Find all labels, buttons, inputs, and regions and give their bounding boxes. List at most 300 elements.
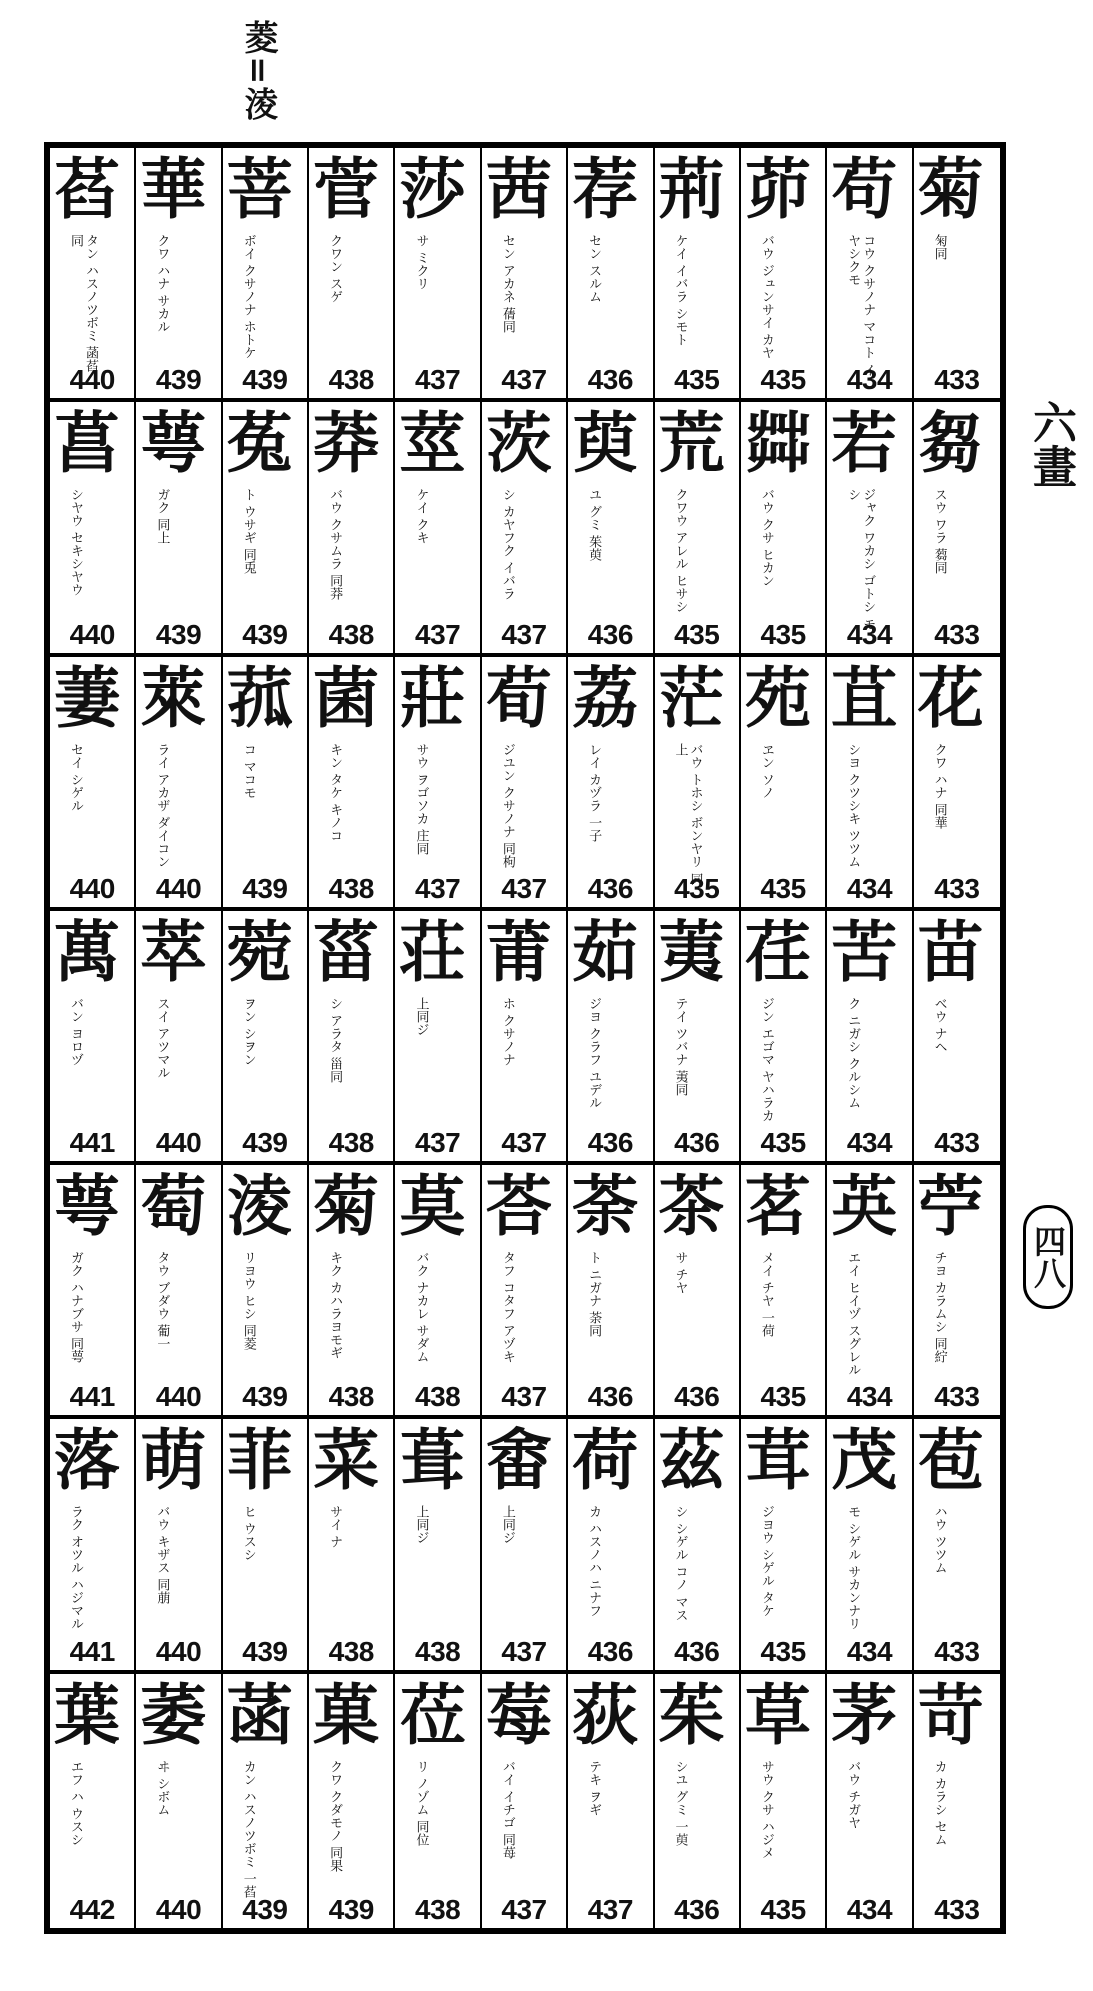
dictionary-entry [914, 1419, 1000, 1673]
entry-number: 436 [674, 1635, 720, 1667]
entry-reading: クワン スゲ [327, 234, 343, 304]
entry-character: 莆 [485, 912, 552, 991]
entry-reading: スウ ワラ 蒭同 [931, 488, 947, 575]
entry-number: 435 [760, 1894, 806, 1925]
entry-reading: モ シゲル サカンナリ [845, 1505, 861, 1631]
character-grid [50, 148, 1000, 1928]
entry-character: 萎 [140, 1675, 207, 1754]
entry-reading: ケイ クキ [413, 488, 429, 545]
entry-number: 438 [328, 1381, 374, 1413]
entry-character: 茗 [744, 1167, 811, 1246]
entry-character: 苞 [917, 1421, 984, 1500]
entry-reading: シヨ クツシキ ツツム [845, 742, 861, 868]
dictionary-entry [482, 1419, 568, 1673]
dictionary-entry [568, 657, 654, 911]
entry-reading: ジヨウ シゲル タケ [758, 1505, 774, 1618]
entry-number: 440 [155, 1381, 202, 1413]
entry-number: 437 [415, 872, 461, 904]
dictionary-entry [395, 148, 481, 402]
entry-reading: シユ グミ 一萸 [672, 1759, 688, 1846]
dictionary-entry [655, 657, 741, 911]
entry-number: 436 [674, 1381, 720, 1413]
entry-number: 439 [155, 364, 202, 396]
entry-reading: カン ハスノツボミ 一萏 [240, 1759, 256, 1898]
entry-number: 436 [587, 1127, 633, 1159]
entry-number: 439 [155, 618, 202, 650]
entry-character: 萄 [140, 1167, 207, 1246]
entry-number: 433 [934, 1381, 980, 1413]
entry-character: 若 [831, 404, 898, 483]
entry-reading: セン スルム [586, 234, 602, 304]
dictionary-entry [395, 1674, 481, 1928]
entry-number: 438 [415, 1635, 461, 1667]
dictionary-entry [136, 1419, 222, 1673]
entry-number: 433 [934, 1127, 980, 1159]
entry-reading: ク ニガシ クルシム [845, 996, 861, 1110]
entry-character: 菌 [313, 658, 380, 737]
dictionary-entry [741, 1419, 827, 1673]
entry-character: 荊 [658, 150, 725, 228]
entry-character: 菅 [313, 150, 380, 228]
dictionary-entry [655, 148, 741, 402]
entry-reading: ヲン シヲン [240, 996, 256, 1066]
entry-number: 437 [415, 1127, 461, 1159]
entry-number: 440 [155, 1635, 202, 1667]
entry-number: 438 [328, 618, 374, 650]
entry-character: 葉 [54, 1675, 120, 1754]
entry-character: 菖 [54, 404, 120, 483]
entry-character: 荒 [658, 404, 725, 483]
entry-character: 淩 [226, 1167, 293, 1246]
dictionary-entry [50, 148, 136, 402]
entry-character: 莓 [485, 1675, 552, 1754]
entry-reading: エイ ヒイヅ スグレル [845, 1251, 861, 1377]
entry-reading: タン ハスノツボミ 菡萏同 [68, 234, 98, 373]
entry-number: 436 [674, 1894, 720, 1925]
entry-character: 萌 [140, 1421, 207, 1500]
dictionary-entry [50, 657, 136, 911]
entry-number: 435 [760, 364, 806, 396]
entry-number: 437 [501, 364, 547, 396]
dictionary-entry [655, 911, 741, 1165]
entry-reading: ホ クサノナ [499, 996, 515, 1066]
entry-reading: バイ イチゴ 同苺 [499, 1759, 515, 1859]
entry-character: 菡 [226, 1675, 293, 1754]
entry-character: 莫 [399, 1167, 466, 1246]
entry-number: 437 [501, 1381, 547, 1413]
entry-reading: クワ クダモノ 同果 [327, 1759, 343, 1872]
entry-number: 435 [674, 618, 720, 650]
entry-number: 440 [155, 1894, 202, 1925]
entry-number: 435 [674, 872, 720, 904]
entry-reading: サ ミクリ [413, 234, 429, 291]
entry-character: 菩 [226, 150, 293, 228]
entry-character: 萼 [140, 404, 207, 483]
dictionary-entry [568, 1674, 654, 1928]
entry-character: 茂 [831, 1421, 898, 1500]
entry-reading: サ チヤ [672, 1251, 688, 1295]
entry-number: 438 [415, 1381, 461, 1413]
entry-reading: シ シゲル コノ マス [672, 1505, 688, 1622]
entry-number: 435 [760, 618, 806, 650]
page-number-mark: 四八 [1023, 1205, 1073, 1309]
entry-character: 荀 [485, 658, 552, 737]
entry-character: 菜 [313, 1421, 380, 1500]
entry-number: 435 [760, 1381, 806, 1413]
entry-character: 萊 [140, 658, 207, 737]
entry-character: 菲 [226, 1421, 293, 1500]
entry-number: 437 [501, 872, 547, 904]
entry-reading: レイ カヅラ 一子 [586, 742, 602, 842]
entry-number: 438 [328, 1127, 374, 1159]
entry-number: 440 [155, 872, 202, 904]
entry-reading: テキ ヲギ [586, 1759, 602, 1816]
entry-character: 苴 [831, 658, 898, 737]
entry-reading: バウ トホシ ボンヤリ 同上 [672, 742, 703, 885]
entry-number: 437 [501, 1127, 547, 1159]
entry-character: 荻 [572, 1675, 639, 1754]
dictionary-entry [827, 657, 913, 911]
entry-character: 茶 [658, 1167, 725, 1246]
entry-character: 荷 [572, 1421, 639, 1500]
dictionary-entry [655, 402, 741, 656]
dictionary-entry [568, 402, 654, 656]
entry-reading: キク カハラヨモギ [327, 1251, 343, 1360]
entry-reading: バウ ジュンサイ カヤ [758, 234, 774, 360]
dictionary-entry [827, 148, 913, 402]
entry-number: 439 [242, 1894, 288, 1925]
entry-number: 436 [587, 872, 633, 904]
entry-number: 442 [69, 1894, 115, 1925]
entry-character: 茸 [744, 1421, 811, 1500]
entry-character: 茻 [744, 404, 811, 483]
entry-reading: カ ハスノハ ニナフ [586, 1505, 602, 1618]
dictionary-entry [309, 1674, 395, 1928]
dictionary-entry [914, 148, 1000, 402]
entry-number: 439 [242, 1635, 288, 1667]
entry-reading: 上同ジ [499, 1505, 515, 1545]
entry-reading: クワ ハナ サカル [154, 234, 170, 334]
entry-reading: ト ウサギ 同兎 [240, 488, 256, 575]
entry-reading: ベウ ナヘ [931, 996, 947, 1053]
entry-reading: ジャク ワカシ ゴトシ モシ [845, 488, 876, 631]
entry-number: 434 [846, 364, 893, 396]
dictionary-entry [223, 402, 309, 656]
entry-reading: ライ アカザ ダイコン [154, 742, 170, 868]
dictionary-entry [914, 1674, 1000, 1928]
entry-reading: ジユン クサノナ 同枸 [499, 742, 515, 868]
entry-number: 434 [846, 1635, 893, 1667]
entry-character: 茫 [658, 658, 725, 737]
entry-number: 441 [69, 1635, 115, 1667]
entry-character: 華 [140, 150, 207, 228]
dictionary-entry [223, 1419, 309, 1673]
entry-reading: クワ ハナ 同華 [931, 742, 947, 829]
entry-reading: セイ シゲル [68, 742, 83, 812]
entry-character: 荔 [572, 658, 639, 737]
entry-number: 441 [69, 1381, 115, 1413]
dictionary-entry [223, 148, 309, 402]
entry-character: 草 [744, 1675, 811, 1754]
entry-reading: ユ グミ 茱萸 [586, 488, 602, 562]
dictionary-entry [136, 911, 222, 1165]
entry-reading: サウ クサ ハジメ [758, 1759, 774, 1859]
entry-number: 436 [587, 618, 633, 650]
entry-character: 菓 [313, 1675, 380, 1754]
entry-reading: メイ チヤ 一荷 [758, 1251, 774, 1338]
entry-reading: ジヨ クラフ ユデル [586, 996, 602, 1110]
entry-number: 435 [760, 1635, 806, 1667]
entry-reading: コ マコモ [240, 742, 256, 799]
entry-number: 434 [846, 1381, 893, 1413]
entry-reading: ガク 同上 [154, 488, 170, 545]
entry-reading: ジン エゴマ ヤハラカ [758, 996, 774, 1123]
entry-reading: ハウ ツツム [931, 1505, 947, 1575]
entry-character: 英 [831, 1167, 898, 1246]
dictionary-entry [395, 911, 481, 1165]
dictionary-entry [827, 1419, 913, 1673]
entry-character: 莊 [399, 658, 466, 737]
entry-character: 菀 [226, 912, 293, 991]
entry-character: 茅 [831, 1675, 898, 1754]
dictionary-entry [482, 148, 568, 402]
entry-number: 436 [674, 1127, 720, 1159]
entry-number: 438 [328, 1635, 374, 1667]
entry-character: 莖 [399, 404, 466, 483]
entry-character: 苑 [744, 658, 811, 737]
entry-number: 434 [846, 1894, 893, 1925]
dictionary-entry [50, 1674, 136, 1928]
entry-number: 440 [155, 1127, 202, 1159]
dictionary-entry [568, 148, 654, 402]
entry-reading: シヤウ セキシヤウ [68, 488, 83, 597]
entry-character: 茹 [572, 912, 639, 991]
dictionary-entry [741, 1674, 827, 1928]
entry-character: 苗 [917, 912, 984, 991]
entry-character: 荅 [485, 1167, 552, 1246]
dictionary-entry [568, 1165, 654, 1419]
entry-number: 437 [501, 1894, 547, 1925]
dictionary-entry [395, 657, 481, 911]
entry-character: 荐 [572, 150, 639, 228]
entry-reading: シ カヤフク イバラ [499, 488, 515, 601]
entry-number: 441 [69, 1127, 115, 1159]
entry-reading: 匊同 [931, 234, 947, 260]
entry-reading: バウ チガヤ [845, 1759, 861, 1829]
dictionary-entry [482, 402, 568, 656]
entry-reading: ヰ シボム [154, 1759, 170, 1816]
dictionary-entry [50, 911, 136, 1165]
dictionary-entry [309, 657, 395, 911]
entry-number: 437 [587, 1894, 633, 1925]
entry-number: 439 [242, 618, 288, 650]
entry-character: 萋 [54, 658, 120, 737]
dictionary-entry [482, 1165, 568, 1419]
dictionary-entry [827, 402, 913, 656]
entry-character: 芻 [917, 404, 984, 483]
entry-number: 437 [501, 1635, 547, 1667]
entry-reading: テイ ツバナ 荑同 [672, 996, 688, 1097]
entry-character: 茱 [658, 1675, 725, 1754]
dictionary-entry [395, 1165, 481, 1419]
entry-reading: バウ クサムラ 同莽 [327, 488, 343, 601]
entry-number: 439 [242, 1127, 288, 1159]
entry-reading: ガク ハナブサ 同萼 [68, 1251, 83, 1364]
entry-reading: タフ コタフ アヅキ [499, 1251, 515, 1364]
entry-reading: バク ナカレ サダム [413, 1251, 429, 1364]
entry-number: 439 [242, 872, 288, 904]
entry-number: 434 [846, 1127, 893, 1159]
entry-character: 花 [917, 658, 984, 737]
dictionary-entry [741, 148, 827, 402]
dictionary-entry [50, 1419, 136, 1673]
entry-number: 439 [328, 1894, 374, 1925]
entry-number: 438 [328, 872, 374, 904]
entry-character: 落 [54, 1421, 120, 1500]
entry-character: 荘 [399, 912, 466, 991]
dictionary-entry [482, 911, 568, 1165]
entry-reading: ト ニガナ 荼同 [586, 1251, 602, 1338]
entry-reading: ヒ ウスシ [240, 1505, 256, 1562]
page-heading: 菱=淩 [238, 20, 278, 123]
entry-reading: キン タケ キノコ [327, 742, 343, 842]
entry-character: 荑 [658, 912, 725, 991]
entry-reading: チヨ カラムシ 同紵 [931, 1251, 947, 1364]
entry-number: 434 [846, 872, 893, 904]
entry-number: 439 [242, 1381, 288, 1413]
character-table [44, 142, 1006, 1934]
dictionary-entry [482, 1674, 568, 1928]
dictionary-entry [309, 402, 395, 656]
entry-reading: クワウ アレル ヒサシ [672, 488, 688, 614]
entry-number: 433 [934, 1635, 980, 1667]
entry-reading: タウ ブダウ 葡一 [154, 1251, 170, 1351]
entry-reading: スイ アツマル [154, 996, 170, 1079]
entry-reading: ラク オツル ハジマル [68, 1505, 83, 1631]
entry-reading: バン ヨロヅ [68, 996, 83, 1066]
dictionary-entry [136, 657, 222, 911]
dictionary-entry [914, 911, 1000, 1165]
entry-number: 436 [587, 1635, 633, 1667]
dictionary-entry [741, 402, 827, 656]
dictionary-entry [741, 657, 827, 911]
entry-reading: バウ キザス 同萠 [154, 1505, 170, 1605]
entry-reading: セン アカネ 蒨同 [499, 234, 515, 334]
entry-number: 435 [674, 364, 720, 396]
entry-number: 440 [69, 364, 115, 396]
entry-reading: バウ クサ ヒカン [758, 488, 774, 588]
dictionary-entry [568, 1419, 654, 1673]
entry-number: 436 [587, 1381, 633, 1413]
entry-reading: ヱン ソノ [758, 742, 774, 799]
dictionary-entry [741, 911, 827, 1165]
dictionary-entry [50, 1165, 136, 1419]
entry-character: 茆 [744, 150, 811, 228]
entry-number: 437 [415, 618, 461, 650]
entry-number: 438 [328, 364, 374, 396]
entry-reading: ボイ クサノナ ホトケ [240, 234, 256, 360]
dictionary-entry [482, 657, 568, 911]
entry-character: 菑 [313, 912, 380, 991]
dictionary-entry [655, 1165, 741, 1419]
entry-character: 萸 [572, 404, 639, 483]
entry-character: 萏 [54, 150, 120, 228]
entry-number: 433 [934, 872, 980, 904]
dictionary-entry [914, 657, 1000, 911]
dictionary-entry [395, 1419, 481, 1673]
entry-reading: エフ ハ ウスシ [68, 1759, 83, 1846]
entry-number: 438 [415, 1894, 461, 1925]
dictionary-entry [136, 1165, 222, 1419]
stroke-count-label: 六畫 [1025, 400, 1076, 488]
dictionary-entry [223, 911, 309, 1165]
entry-reading: ケイ イバラ シモト [672, 234, 688, 347]
entry-number: 433 [934, 364, 980, 396]
entry-character: 苛 [917, 1675, 984, 1754]
entry-number: 434 [846, 618, 893, 650]
entry-reading: 上同ジ [413, 1505, 429, 1545]
entry-number: 433 [934, 1894, 980, 1925]
entry-character: 菰 [226, 658, 293, 737]
entry-character: 菟 [226, 404, 293, 483]
dictionary-entry [309, 1165, 395, 1419]
entry-number: 439 [242, 364, 288, 396]
entry-reading: サイ ナ [327, 1505, 343, 1549]
entry-character: 茲 [658, 1421, 725, 1500]
dictionary-entry [223, 1674, 309, 1928]
entry-character: 荼 [572, 1167, 639, 1246]
dictionary-entry [309, 911, 395, 1165]
entry-character: 莅 [399, 1675, 466, 1754]
entry-character: 菊 [313, 1167, 380, 1246]
entry-character: 茨 [485, 404, 552, 483]
entry-reading: シ アラタ 甾同 [327, 996, 343, 1084]
entry-reading: カ カラシ セム [931, 1759, 947, 1846]
dictionary-entry [827, 1165, 913, 1419]
entry-character: 萼 [54, 1167, 120, 1246]
dictionary-entry [655, 1674, 741, 1928]
dictionary-entry [827, 911, 913, 1165]
entry-character: 荏 [744, 912, 811, 991]
entry-number: 440 [69, 618, 115, 650]
entry-character: 莎 [399, 150, 466, 228]
entry-reading: コウ クサノナ マコト イヤシクモ [845, 234, 876, 377]
entry-number: 433 [934, 618, 980, 650]
entry-number: 440 [69, 872, 115, 904]
dictionary-entry [914, 402, 1000, 656]
entry-character: 畬 [485, 1421, 552, 1500]
entry-number: 437 [501, 618, 547, 650]
entry-reading: 上同ジ [413, 996, 429, 1036]
dictionary-entry [655, 1419, 741, 1673]
entry-reading: リヨウ ヒシ 同菱 [240, 1251, 256, 1351]
entry-character: 莽 [313, 404, 380, 483]
entry-character: 萃 [140, 912, 207, 991]
entry-number: 435 [760, 872, 806, 904]
dictionary-entry [395, 402, 481, 656]
dictionary-entry [827, 1674, 913, 1928]
dictionary-entry [223, 1165, 309, 1419]
entry-number: 437 [415, 364, 461, 396]
entry-character: 萬 [54, 912, 120, 991]
dictionary-entry [568, 911, 654, 1165]
entry-character: 苧 [917, 1167, 984, 1246]
dictionary-entry [309, 148, 395, 402]
entry-reading: サウ ヲゴソカ 庄同 [413, 742, 429, 855]
entry-character: 苦 [831, 912, 898, 991]
dictionary-entry [309, 1419, 395, 1673]
entry-character: 苟 [831, 150, 898, 228]
